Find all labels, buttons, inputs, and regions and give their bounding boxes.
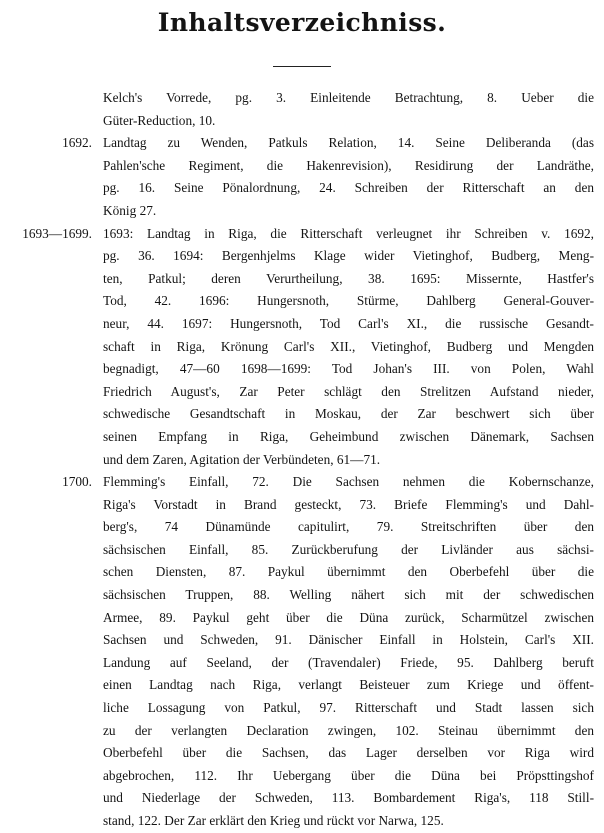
entry-line: abgebrochen, 112. Ihr Uebergang über die Düna bei Pröpsttingshof xyxy=(103,767,594,783)
entry-line: schwedische Gesandtschaft in Moskau, der Zar beschwert sich über xyxy=(103,406,594,422)
page-title: Inhaltsverzeichniss. xyxy=(157,8,447,37)
entry-text xyxy=(103,132,594,222)
entry-line: berg's, 74 Dünamünde capitulirt, 79. Streitschriften über den xyxy=(103,519,594,535)
entry-line: Armee, 89. Paykul geht über die Düna zurück, Scharmützel zwischen xyxy=(103,609,594,625)
entry-line: stand, 122. Der Zar erklärt den Krieg und rückt vor Narwa, 125. xyxy=(103,813,444,828)
toc-entry xyxy=(0,132,604,222)
entry-line: sächsischen Truppen, 88. Welling nähert sich mit der schwedischen xyxy=(103,587,594,603)
entry-line: einen Landtag nach Riga, verlangt Beisteuer zum Kriege und öffent- xyxy=(103,677,594,693)
entry-line: pg. 16. Seine Pönalordnung, 24. Schreiben der Ritterschaft an den xyxy=(103,180,594,196)
entry-line: begnadigt, 47—60 1698—1699: Tod Johan's III. von Polen, Wahl xyxy=(103,361,594,377)
entry-year: 1692. xyxy=(62,135,92,151)
entry-line: Güter-Reduction, 10. xyxy=(103,112,216,128)
entry-line: Friedrich August's, Zar Peter schlägt den Strelitzen Aufstand nieder, xyxy=(103,383,594,399)
entry-line: Landtag zu Wenden, Patkuls Relation, 14. Seine Deliberanda (das xyxy=(103,135,594,151)
toc-entry xyxy=(0,471,604,833)
entry-line: Flemming's Einfall, 72. Die Sachsen nehmen die Kobernschanze, xyxy=(103,474,594,490)
entry-year: 1700. xyxy=(62,474,92,490)
entry-line: und Niederlage der Schweden, 113. Bombardement Riga's, 118 Still- xyxy=(103,790,594,806)
entry-line: liche Lossagung von Patkul, 97. Ritterschaft und Stadt lassen sich xyxy=(103,700,594,716)
entry-line: Sachsen und Schweden, 91. Dänischer Einfall in Holstein, Carl's XII. xyxy=(103,632,594,648)
entry-line: schaft in Riga, Krönung Carl's XII., Vietinghof, Budberg und Mengden xyxy=(103,338,594,354)
entry-line: zu der verlangten Declaration zwingen, 102. Steinau übernimmt den xyxy=(103,722,594,738)
toc-entries xyxy=(0,87,604,833)
entry-line: Riga's Vorstadt in Brand gesteckt, 73. Briefe Flemming's und Dahl- xyxy=(103,496,594,512)
entry-line: Kelch's Vorrede, pg. 3. Einleitende Betrachtung, 8. Ueber die xyxy=(103,90,594,105)
entry-line: seinen Empfang in Riga, Geheimbund zwischen Dänemark, Sachsen xyxy=(103,428,594,444)
entry-line: und dem Zaren, Agitation der Verbündeten, 61—71. xyxy=(103,451,381,467)
entry-line: 1693: Landtag in Riga, die Ritterschaft verleugnet ihr Schreiben v. 1692, xyxy=(103,225,594,241)
entry-line: pg. 36. 1694: Bergenhjelms Klage wider Vietinghof, Budberg, Meng- xyxy=(103,248,594,264)
entry-line: sächsischen Einfall, 85. Zurückberufung der Livländer aus sächsi- xyxy=(103,541,594,557)
entry-line: schen Diensten, 87. Paykul übernimmt den Oberbefehl über die xyxy=(103,564,594,580)
entry-line: König 27. xyxy=(103,202,157,218)
entry-line: Landung auf Seeland, der (Travendaler) Friede, 95. Dahlberg beruft xyxy=(103,654,594,670)
toc-entry xyxy=(0,223,604,472)
entry-line: Tod, 42. 1696: Hungersnoth, Stürme, Dahlberg General-Gouver- xyxy=(103,293,594,309)
entry-line: Oberbefehl über die Sachsen, das Lager derselben vor Riga wird xyxy=(103,745,594,761)
entry-line: ten, Patkul; deren Verurtheilung, 38. 1695: Missernte, Hastfer's xyxy=(103,270,594,286)
title-divider xyxy=(273,66,331,67)
entry-text xyxy=(103,223,594,472)
entry-line: neur, 44. 1697: Hungersnoth, Tod Carl's XI., die russische Gesandt- xyxy=(103,315,594,331)
entry-text xyxy=(103,87,594,132)
entry-year: 1693—1699. xyxy=(22,225,92,241)
toc-entry xyxy=(0,87,604,132)
entry-text xyxy=(103,471,594,833)
entry-line: Pahlen'sche Regiment, die Hakenrevision), Residirung der Landräthe, xyxy=(103,157,594,173)
